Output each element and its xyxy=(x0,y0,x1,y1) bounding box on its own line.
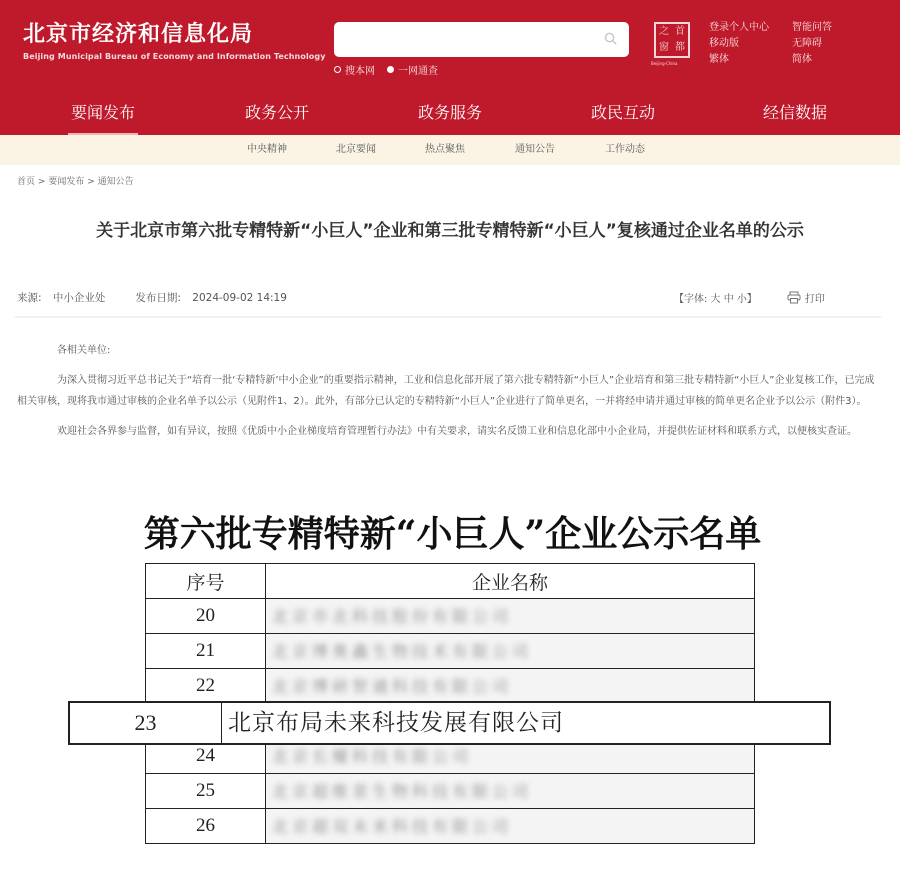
logo-char: 窗 xyxy=(659,42,669,53)
radio-selected-icon xyxy=(387,66,394,73)
nav-interaction[interactable]: 政民互动 xyxy=(590,103,655,122)
source-label: 来源: xyxy=(17,292,42,304)
subnav-notices[interactable]: 通知公告 xyxy=(515,144,555,155)
print-label: 打印 xyxy=(804,294,825,305)
blurred-text: 北京超维景生物科技有限公司 xyxy=(272,784,533,801)
table-row xyxy=(146,599,755,634)
table-header-row xyxy=(146,564,755,599)
site-header xyxy=(0,0,900,135)
date-label: 发布日期: xyxy=(135,292,181,304)
article-paragraph: 欢迎社会各界参与监督，如有异议，按照《优质中小企业梯度培育管理暂行办法》中有关要求，请实名反馈工业和信息化部中小企业局，并提供佐证材料和联系方式，以便核实查证。 xyxy=(57,426,857,437)
blurred-text: 北京博研智通科技有限公司 xyxy=(272,679,513,696)
nav-data[interactable]: 经信数据 xyxy=(762,103,827,122)
company-name-blurred xyxy=(266,809,755,844)
article-meta xyxy=(17,290,287,305)
logo-char: 首 xyxy=(675,26,685,37)
subnav-work-updates[interactable]: 工作动态 xyxy=(605,144,645,155)
date-value: 2024-09-02 14:19 xyxy=(192,292,287,304)
logo-char: 都 xyxy=(675,42,685,53)
list-title: 第六批专精特新“小巨人”企业公示名单 xyxy=(143,513,762,555)
nav-gov-affairs-open[interactable]: 政务公开 xyxy=(244,103,309,122)
font-size-control[interactable]: 【字体: 大 中 小】 xyxy=(674,294,757,305)
site-logo[interactable] xyxy=(23,22,326,61)
company-name-blurred xyxy=(266,774,755,809)
company-name-blurred xyxy=(266,634,755,669)
serial-no: 26 xyxy=(146,809,266,844)
serial-no: 23 xyxy=(70,703,222,743)
subnav-hot-topics[interactable]: 热点聚焦 xyxy=(425,144,465,155)
divider xyxy=(15,316,881,318)
search-icon[interactable] xyxy=(604,32,617,45)
breadcrumb-separator: > xyxy=(87,177,95,187)
search-scope-label: 搜本网 xyxy=(345,66,375,77)
simplified-chinese-link[interactable]: 简体 xyxy=(792,54,812,65)
site-name-cn: 北京市经济和信息化局 xyxy=(23,22,254,47)
mobile-version-link[interactable]: 移动版 xyxy=(709,38,739,49)
source-value: 中小企业处 xyxy=(52,292,106,304)
breadcrumb xyxy=(17,174,134,187)
serial-no: 25 xyxy=(146,774,266,809)
blurred-text: 北京市北科技股份有限公司 xyxy=(272,609,513,626)
header-serial-no: 序号 xyxy=(146,564,266,599)
smart-qa-link[interactable]: 智能问答 xyxy=(792,22,832,33)
subnav-central-spirit[interactable]: 中央精神 xyxy=(247,144,287,155)
nav-news[interactable]: 要闻发布 xyxy=(68,90,138,135)
breadcrumb-separator: > xyxy=(37,177,46,187)
capital-logo-caption: Beijing-China xyxy=(651,61,678,66)
top-links xyxy=(709,21,852,67)
serial-no: 24 xyxy=(146,739,266,774)
login-link[interactable]: 登录个人中心 xyxy=(709,22,769,33)
search-scope-all[interactable] xyxy=(387,62,438,77)
company-name-blurred xyxy=(266,599,755,634)
blurred-text: 北京长耀科技有限公司 xyxy=(272,749,473,766)
header-company-name: 企业名称 xyxy=(266,564,755,599)
subnav-beijing-news[interactable]: 北京要闻 xyxy=(336,144,376,155)
article-title: 关于北京市第六批专精特新“小巨人”企业和第三批专精特新“小巨人”复核通过企业名单的公示 xyxy=(96,221,804,241)
company-name-blurred xyxy=(266,669,755,704)
article-date xyxy=(135,290,287,305)
company-name: 北京布局未来科技发展有限公司 xyxy=(228,710,564,735)
search-input[interactable] xyxy=(334,22,629,57)
blurred-text: 北京超双未来科技有限公司 xyxy=(272,819,513,836)
site-name-en: Beijing Municipal Bureau of Economy and Information Technology xyxy=(23,52,326,61)
table-row xyxy=(146,774,755,809)
sub-nav xyxy=(0,135,900,165)
printer-icon xyxy=(787,291,801,304)
radio-icon xyxy=(334,66,341,73)
article-source xyxy=(17,290,105,305)
capital-window-logo[interactable] xyxy=(654,22,690,58)
highlighted-company-row xyxy=(68,701,831,745)
serial-no: 22 xyxy=(146,669,266,704)
breadcrumb-home[interactable]: 首页 xyxy=(17,177,36,187)
search-scope-options xyxy=(334,62,438,77)
logo-char: 之 xyxy=(659,26,669,37)
article-paragraph: 为深入贯彻习近平总书记关于“培育一批‘专精特新’中小企业”的重要指示精神，工业和信息化部开展了第六批专精特新“小巨人”企业培育和第三批专精特新“小巨人”企业复核工作，已完成相关审核，现将我市通过审核的企业名单予以公示（见附件1、2）。此外，有部分已认定的专精特新“小巨人”企业进行了简单更名，一并将经申请并通过审核的简单更名企业予以公示（附件3）。 xyxy=(17,375,875,407)
traditional-chinese-link[interactable]: 繁体 xyxy=(709,54,729,65)
table-row xyxy=(146,669,755,704)
serial-no: 20 xyxy=(146,599,266,634)
blurred-text: 北京博奥鑫生物技术有限公司 xyxy=(272,644,533,661)
search-scope-label: 一网通查 xyxy=(398,66,438,77)
breadcrumb-notices[interactable]: 通知公告 xyxy=(97,177,134,187)
table-row xyxy=(146,809,755,844)
article-tools xyxy=(674,290,825,305)
serial-no: 21 xyxy=(146,634,266,669)
table-row xyxy=(146,634,755,669)
breadcrumb-news[interactable]: 要闻发布 xyxy=(48,177,85,187)
accessibility-link[interactable]: 无障碍 xyxy=(792,38,822,49)
print-button[interactable] xyxy=(787,290,825,305)
article-body xyxy=(17,340,877,451)
main-nav xyxy=(0,90,900,135)
search-scope-site[interactable] xyxy=(334,62,375,77)
nav-gov-services[interactable]: 政务服务 xyxy=(417,103,482,122)
article-greeting: 各相关单位: xyxy=(57,345,111,356)
